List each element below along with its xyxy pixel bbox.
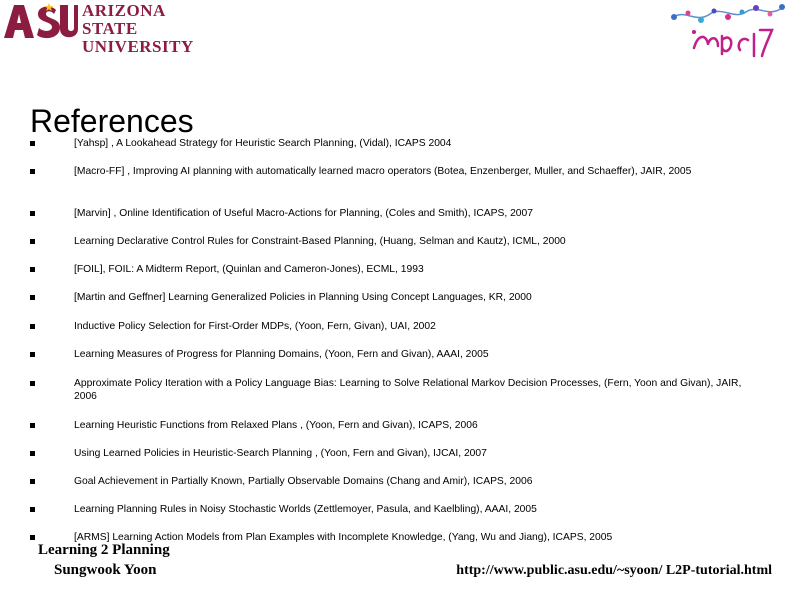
asu-name-line2: UNIVERSITY: [82, 37, 194, 56]
bullet-icon: [30, 267, 35, 272]
reference-text: [Marvin] , Online Identification of Useful Macro-Actions for Planning, (Coles and Smith), ICAPS, 2007: [74, 208, 533, 219]
reference-text: [Martin and Geffner] Learning Generalized Policies in Planning Using Concept Languages, KR, 2000: [74, 292, 532, 303]
reference-text: Learning Measures of Progress for Planning Domains, (Yoon, Fern and Givan), AAAI, 2005: [74, 349, 489, 360]
bullet-icon: [30, 507, 35, 512]
bullet-icon: [30, 239, 35, 244]
bullet-icon: [30, 381, 35, 386]
asu-letters-logo: [2, 2, 78, 40]
reference-text: [ARMS] Learning Action Models from Plan Examples with Incomplete Knowledge, (Yang, Wu and Jiang), ICAPS, 2005: [74, 532, 613, 543]
reference-text: [FOIL], FOIL: A Midterm Report, (Quinlan and Cameron-Jones), ECML, 1993: [74, 264, 424, 275]
asu-name-line1: ARIZONA STATE: [82, 1, 165, 38]
bullet-icon: [30, 295, 35, 300]
bullet-icon: [30, 352, 35, 357]
bullet-icon: [30, 451, 35, 456]
reference-text: Learning Planning Rules in Noisy Stochastic Worlds (Zettlemoyer, Pasula, and Kaelbling), AAAI, 2005: [74, 504, 537, 515]
page-title: References: [30, 103, 194, 140]
bullet-icon: [30, 169, 35, 174]
asu-wordmark: [82, 2, 220, 56]
reference-text: Using Learned Policies in Heuristic-Search Planning , (Yoon, Fern and Givan), IJCAI, 2007: [74, 448, 487, 459]
bullet-icon: [30, 324, 35, 329]
footer-url: http://www.public.asu.edu/~syoon/ L2P-tutorial.html: [456, 563, 772, 578]
bullet-icon: [30, 479, 35, 484]
reference-text: Learning Declarative Control Rules for Constraint-Based Planning, (Huang, Selman and Kautz), ICML, 2000: [74, 236, 566, 247]
icaps07-logo: [664, 0, 789, 62]
reference-text: Goal Achievement in Partially Known, Partially Observable Domains (Chang and Amir), ICAPS, 2006: [74, 476, 533, 487]
bullet-icon: [30, 535, 35, 540]
reference-text: Learning Heuristic Functions from Relaxed Plans , (Yoon, Fern and Givan), ICAPS, 2006: [74, 420, 478, 431]
footer-left: [38, 540, 170, 580]
reference-text: [Yahsp] , A Lookahead Strategy for Heuristic Search Planning, (Vidal), ICAPS 2004: [74, 138, 452, 149]
bullet-icon: [30, 141, 35, 146]
bullet-icon: [30, 211, 35, 216]
reference-text: Inductive Policy Selection for First-Order MDPs, (Yoon, Fern, Givan), UAI, 2002: [74, 321, 436, 332]
reference-text: [Macro-FF] , Improving AI planning with automatically learned macro operators (Botea, Enzenberger, Muller, and Schaeffer), JAIR, 2005: [74, 166, 692, 177]
footer-course: Learning 2 Planning: [38, 542, 170, 558]
bullet-icon: [30, 423, 35, 428]
footer-author: Sungwook Yoon: [54, 562, 157, 578]
reference-text: Approximate Policy Iteration with a Policy Language Bias: Learning to Solve Relational Markov Decision Processes, (Fern, Yoon and Givan), JAIR, 2006: [74, 378, 742, 402]
asu-logo: [0, 0, 220, 56]
